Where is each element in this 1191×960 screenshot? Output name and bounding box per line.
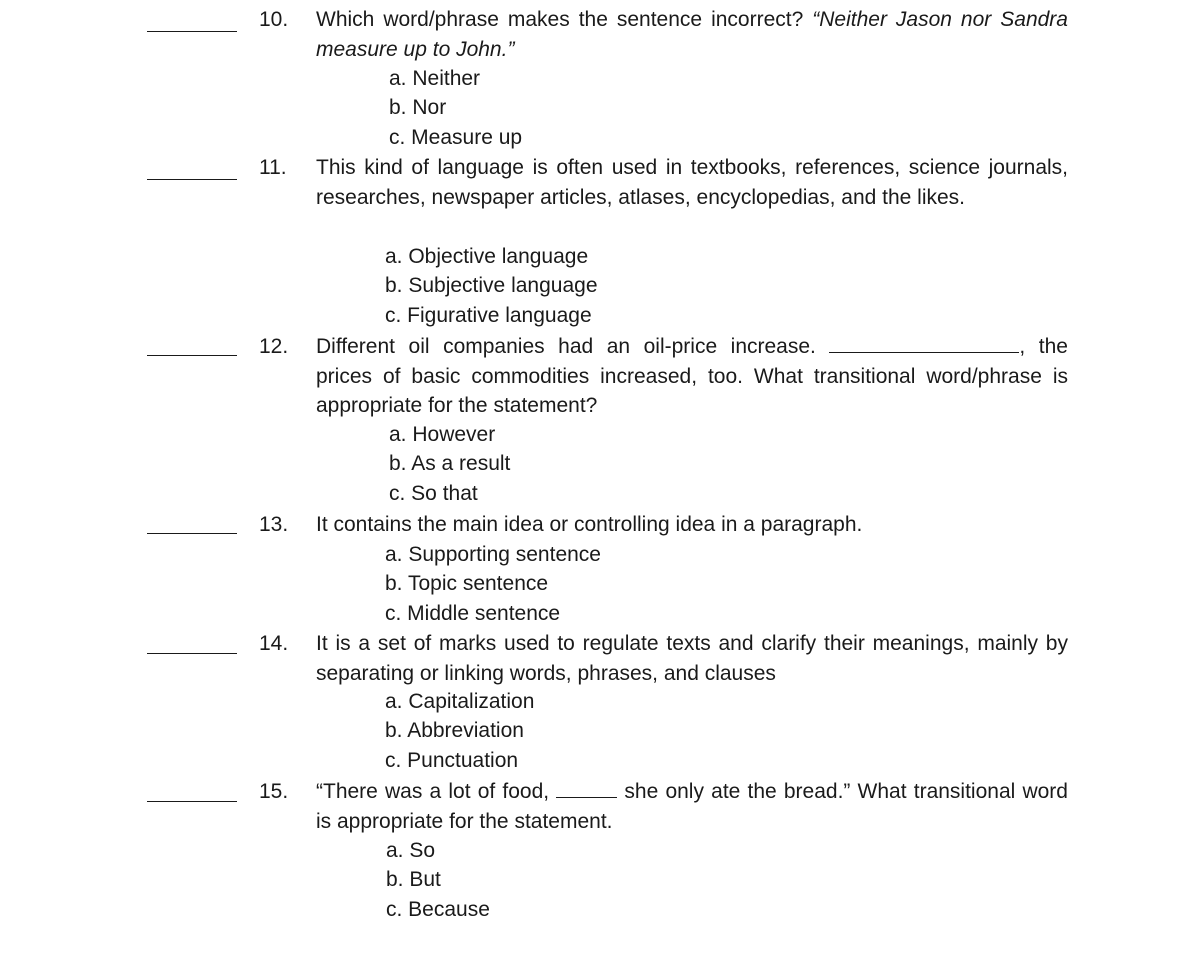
choice-a[interactable]: a. So [386,839,436,862]
choice-b[interactable]: b. Subjective language [385,274,598,297]
question-stem-after: , the prices of basic commodities increased, too. What transitional word/phrase is appropriate for the statement? [316,335,1068,417]
choice-a[interactable]: a. However [389,423,496,446]
question-stem: It contains the main idea or controlling idea in a paragraph. [316,513,863,536]
question-stem: This kind of language is often used in textbooks, references, science journals, researches, newspaper articles, atlases, encyclopedias, and the likes. [316,156,1068,209]
answer-blank-11[interactable] [147,179,237,180]
choice-a[interactable]: a. Supporting sentence [385,543,601,566]
question-stem [316,332,1068,421]
choice-c[interactable]: c. Measure up [389,126,523,149]
question-number: 12. [259,335,289,358]
choice-b[interactable]: b. Nor [389,96,447,119]
answer-blank-13[interactable] [147,533,237,534]
question-number: 14. [259,632,289,655]
question-number: 11. [259,156,287,179]
question-number: 15. [259,780,289,803]
question-stem-after: she only ate the bread.” What transitional word is appropriate for the statement. [316,780,1068,833]
question-stem-before: “There was a lot of food, [316,780,557,803]
fill-in-blank[interactable] [829,334,1019,353]
answer-blank-12[interactable] [147,355,237,356]
question-number: 10. [259,8,289,31]
choice-c[interactable]: c. Figurative language [385,304,592,327]
question-stem: It is a set of marks used to regulate texts and clarify their meanings, mainly by separating or linking words, phrases, and clauses [316,632,1068,685]
choice-b[interactable]: b. Abbreviation [385,719,524,742]
answer-blank-15[interactable] [147,801,237,802]
fill-in-blank[interactable] [556,779,617,798]
choice-c[interactable]: c. Middle sentence [385,602,561,625]
choice-b[interactable]: b. Topic sentence [385,572,549,595]
question-stem [316,5,1068,64]
question-number: 13. [259,513,289,536]
choice-c[interactable]: c. So that [389,482,478,505]
choice-b[interactable]: b. But [386,868,441,891]
answer-blank-14[interactable] [147,653,237,654]
choice-a[interactable]: a. Capitalization [385,690,535,713]
question-stem-lead: Which word/phrase makes the sentence incorrect? [316,8,813,31]
choice-a[interactable]: a. Neither [389,67,481,90]
answer-blank-10[interactable] [147,31,237,32]
question-stem-quote: “Neither Jason nor Sandra measure up to John.” [316,8,1068,61]
choice-c[interactable]: c. Punctuation [385,749,519,772]
question-stem-before: Different oil companies had an oil-price increase. [316,335,830,358]
choice-b[interactable]: b. As a result [389,452,511,475]
choice-a[interactable]: a. Objective language [385,245,589,268]
question-stem [316,777,1068,836]
choice-c[interactable]: c. Because [386,898,490,921]
